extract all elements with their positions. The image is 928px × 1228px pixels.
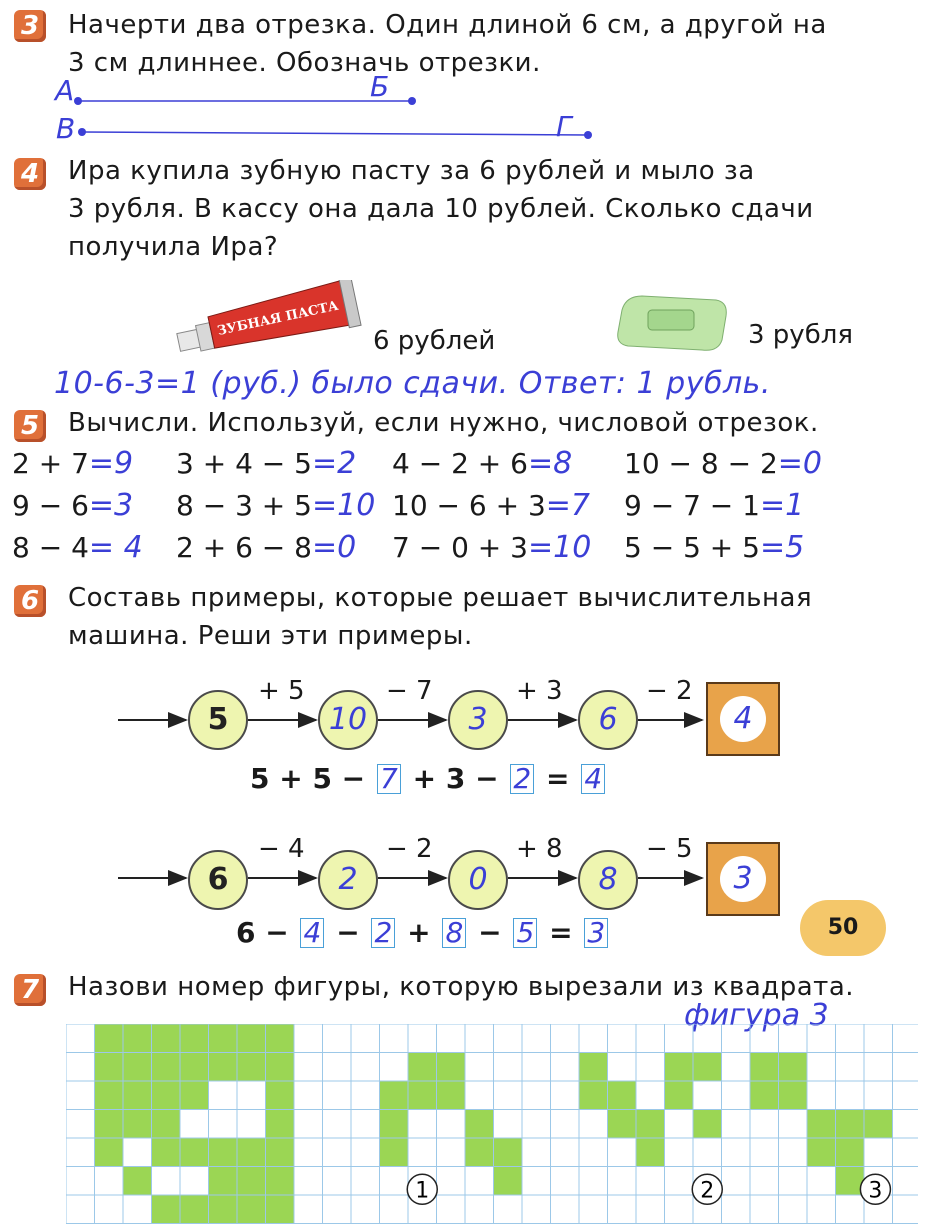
task4-line2: 3 рубля. В кассу она дала 10 рублей. Сколько сдачи [68,194,814,224]
chain2-value-1: 2 [318,850,378,910]
square-cell [152,1024,181,1053]
task4-line3: получила Ира? [68,232,279,262]
eq2-box-3: 8 [442,918,466,948]
expression-answer: =10 [311,488,376,523]
square-cell [266,1081,295,1110]
figure2-cell [579,1081,608,1110]
square-cell [152,1138,181,1167]
figure3-cell [779,1053,808,1082]
chain1-op-1: + 5 [258,676,305,706]
task4-line1: Ира купила зубную пасту за 6 рублей и мыло за [68,156,755,186]
chain1-op-3: + 3 [516,676,563,706]
soap-image [612,290,732,356]
eq1-equals: = [546,762,570,795]
task-number-badge: 5 [14,410,46,442]
square-cell [209,1024,238,1053]
figure-number-label [692,1174,722,1204]
square-cell [123,1167,152,1196]
segments-drawing [50,78,610,148]
square-cell [237,1195,266,1224]
eq2-box-4: 5 [513,918,537,948]
chain2-result-square [706,842,780,916]
square-cell [123,1081,152,1110]
figure-number-label [860,1174,890,1204]
expression-answer: =1 [759,488,805,523]
eq2-part: 6 − [236,916,289,949]
eq2-box-1: 4 [300,918,324,948]
expression-answer: =5 [759,530,805,565]
expression-text: 3 + 4 − 5 [176,447,312,480]
square-cell [237,1024,266,1053]
expression-text: 9 − 7 − 1 [624,489,760,522]
square-cell [95,1053,124,1082]
chain2-equation [236,916,610,949]
expression-text: 10 − 6 + 3 [392,489,546,522]
square-cell [266,1024,295,1053]
eq2-box-2: 2 [371,918,395,948]
task3-line1: Начерти два отрезка. Один длиной 6 см, а другой на [68,10,827,40]
expression-answer: = 4 [88,530,143,565]
task-number-badge: 6 [14,585,46,617]
chain1-value-3: 6 [578,690,638,750]
task3-line2: 3 см длиннее. Обозначь отрезки. [68,48,541,78]
chain1-op-4: − 2 [646,676,693,706]
figure2-cell [608,1081,637,1110]
square-cell [152,1053,181,1082]
square-cell [209,1053,238,1082]
eq1-box-1: 7 [377,764,401,794]
figure2-cell [693,1053,722,1082]
figure1-cell [437,1053,466,1082]
square-cell [266,1138,295,1167]
square-cell [209,1138,238,1167]
figure1-cell [408,1053,437,1082]
square-cell [123,1053,152,1082]
chain1-result: 4 [720,696,766,742]
chain1-op-2: − 7 [386,676,433,706]
task-number-badge: 4 [14,158,46,190]
figures-grid [66,1024,918,1224]
figure3-cell [864,1110,893,1139]
square-cell [152,1081,181,1110]
square-cell [95,1110,124,1139]
task5-expression [624,530,804,565]
expression-text: 2 + 6 − 8 [176,531,312,564]
task7-answer: фигура 3 [684,998,829,1033]
figure3-cell [836,1110,865,1139]
task-number-badge: 3 [14,10,46,42]
expression-text: 8 − 4 [12,531,89,564]
task6-text [68,579,913,655]
chain2-value-2: 0 [448,850,508,910]
square-cell [209,1195,238,1224]
svg-text:1: 1 [415,1178,430,1204]
expression-text: 7 − 0 + 3 [392,531,528,564]
square-cell [95,1024,124,1053]
expression-answer: =2 [311,446,357,481]
task5-expression [176,446,356,481]
eq2-equals: = [549,916,573,949]
expression-answer: =10 [527,530,592,565]
task4-answer: 10-6-3=1 (руб.) было сдачи. Ответ: 1 рубль. [54,366,771,401]
figure-number-label [407,1174,437,1204]
chain2-start: 6 [188,850,248,910]
square-cell [266,1110,295,1139]
square-cell [237,1167,266,1196]
expression-text: 4 − 2 + 6 [392,447,528,480]
task-number-badge: 7 [14,974,46,1006]
svg-text:2: 2 [700,1178,715,1204]
figure1-cell [380,1110,409,1139]
chain1-result-square [706,682,780,756]
expression-answer: =8 [527,446,573,481]
figure1-cell [380,1138,409,1167]
eq1-part: + 3 − [412,762,499,795]
task5-expression [176,530,356,565]
expression-answer: =0 [777,446,823,481]
expression-text: 5 − 5 + 5 [624,531,760,564]
figure2-cell [579,1053,608,1082]
chain2-op-4: − 5 [646,834,693,864]
figure2-cell [665,1053,694,1082]
square-cell [180,1081,209,1110]
task5-expression [392,446,572,481]
page-number: 50 [800,900,886,956]
figure1-cell [494,1138,523,1167]
task5-expression [624,446,822,481]
point-label-g: Г [556,110,572,143]
expression-answer: =0 [311,530,357,565]
figure2-cell [693,1110,722,1139]
square-cell [95,1081,124,1110]
task5-expression [12,446,133,481]
figure1-cell [494,1167,523,1196]
toothpaste-label: ЗУБНАЯ ПАСТА [216,298,340,339]
figure2-cell [636,1110,665,1139]
point-label-b: Б [370,70,390,103]
chain1-value-1: 10 [318,690,378,750]
square-cell [152,1195,181,1224]
figure2-cell [608,1110,637,1139]
square-cell [266,1195,295,1224]
eq1-box-3: 4 [581,764,605,794]
expression-text: 9 − 6 [12,489,89,522]
square-cell [180,1138,209,1167]
square-cell [180,1195,209,1224]
chain2-value-3: 8 [578,850,638,910]
figure3-cell [750,1053,779,1082]
square-cell [123,1024,152,1053]
expression-answer: =9 [88,446,134,481]
chain2-op-3: + 8 [516,834,563,864]
square-cell [180,1024,209,1053]
eq2-part: − [478,916,502,949]
figure3-cell [779,1081,808,1110]
expression-text: 2 + 7 [12,447,89,480]
eq2-part: + [407,916,431,949]
figure1-cell [380,1081,409,1110]
chain1-start: 5 [188,690,248,750]
toothpaste-image [170,280,370,360]
task6-line1: Составь примеры, которые решает вычислительная [68,583,813,613]
expression-answer: =7 [545,488,591,523]
chain1-value-2: 3 [448,690,508,750]
task5-expression [392,488,590,523]
square-cell [266,1053,295,1082]
figure3-cell [750,1081,779,1110]
svg-text:3: 3 [868,1178,883,1204]
chain2-op-1: − 4 [258,834,305,864]
square-cell [152,1110,181,1139]
point-label-a: А [55,74,75,107]
square-cell [237,1053,266,1082]
square-cell [95,1138,124,1167]
figure1-cell [408,1081,437,1110]
eq1-box-2: 2 [510,764,534,794]
figure3-cell [836,1138,865,1167]
task3-text [68,6,918,82]
expression-text: 8 − 3 + 5 [176,489,312,522]
figure1-cell [465,1110,494,1139]
task5-expression [624,488,804,523]
task7-text: Назови номер фигуры, которую вырезали из квадрата. [68,972,855,1002]
toothpaste-price: 6 рублей [373,326,496,356]
square-cell [237,1138,266,1167]
task6-line2: машина. Реши эти примеры. [68,621,473,651]
figure3-cell [807,1110,836,1139]
chain2-result: 3 [720,856,766,902]
square-cell [266,1167,295,1196]
eq1-part: 5 + 5 − [250,762,366,795]
task5-expression [12,488,133,523]
task5-expression [392,530,591,565]
task5-text: Вычисли. Используй, если нужно, числовой отрезок. [68,408,819,438]
soap-price: 3 рубля [748,320,853,350]
task5-expression [12,530,143,565]
square-cell [209,1167,238,1196]
expression-answer: =3 [88,488,134,523]
square-cell [180,1053,209,1082]
figure2-cell [665,1081,694,1110]
figure1-cell [437,1081,466,1110]
eq2-box-5: 3 [584,918,608,948]
chain2-op-2: − 2 [386,834,433,864]
chain1-equation [250,762,607,795]
task4-text [68,152,918,266]
expression-text: 10 − 8 − 2 [624,447,778,480]
point-label-v: В [56,112,76,145]
eq2-part: − [336,916,360,949]
figure3-cell [807,1138,836,1167]
figure1-cell [465,1138,494,1167]
square-cell [123,1110,152,1139]
figure2-cell [636,1138,665,1167]
task5-expression [176,488,375,523]
